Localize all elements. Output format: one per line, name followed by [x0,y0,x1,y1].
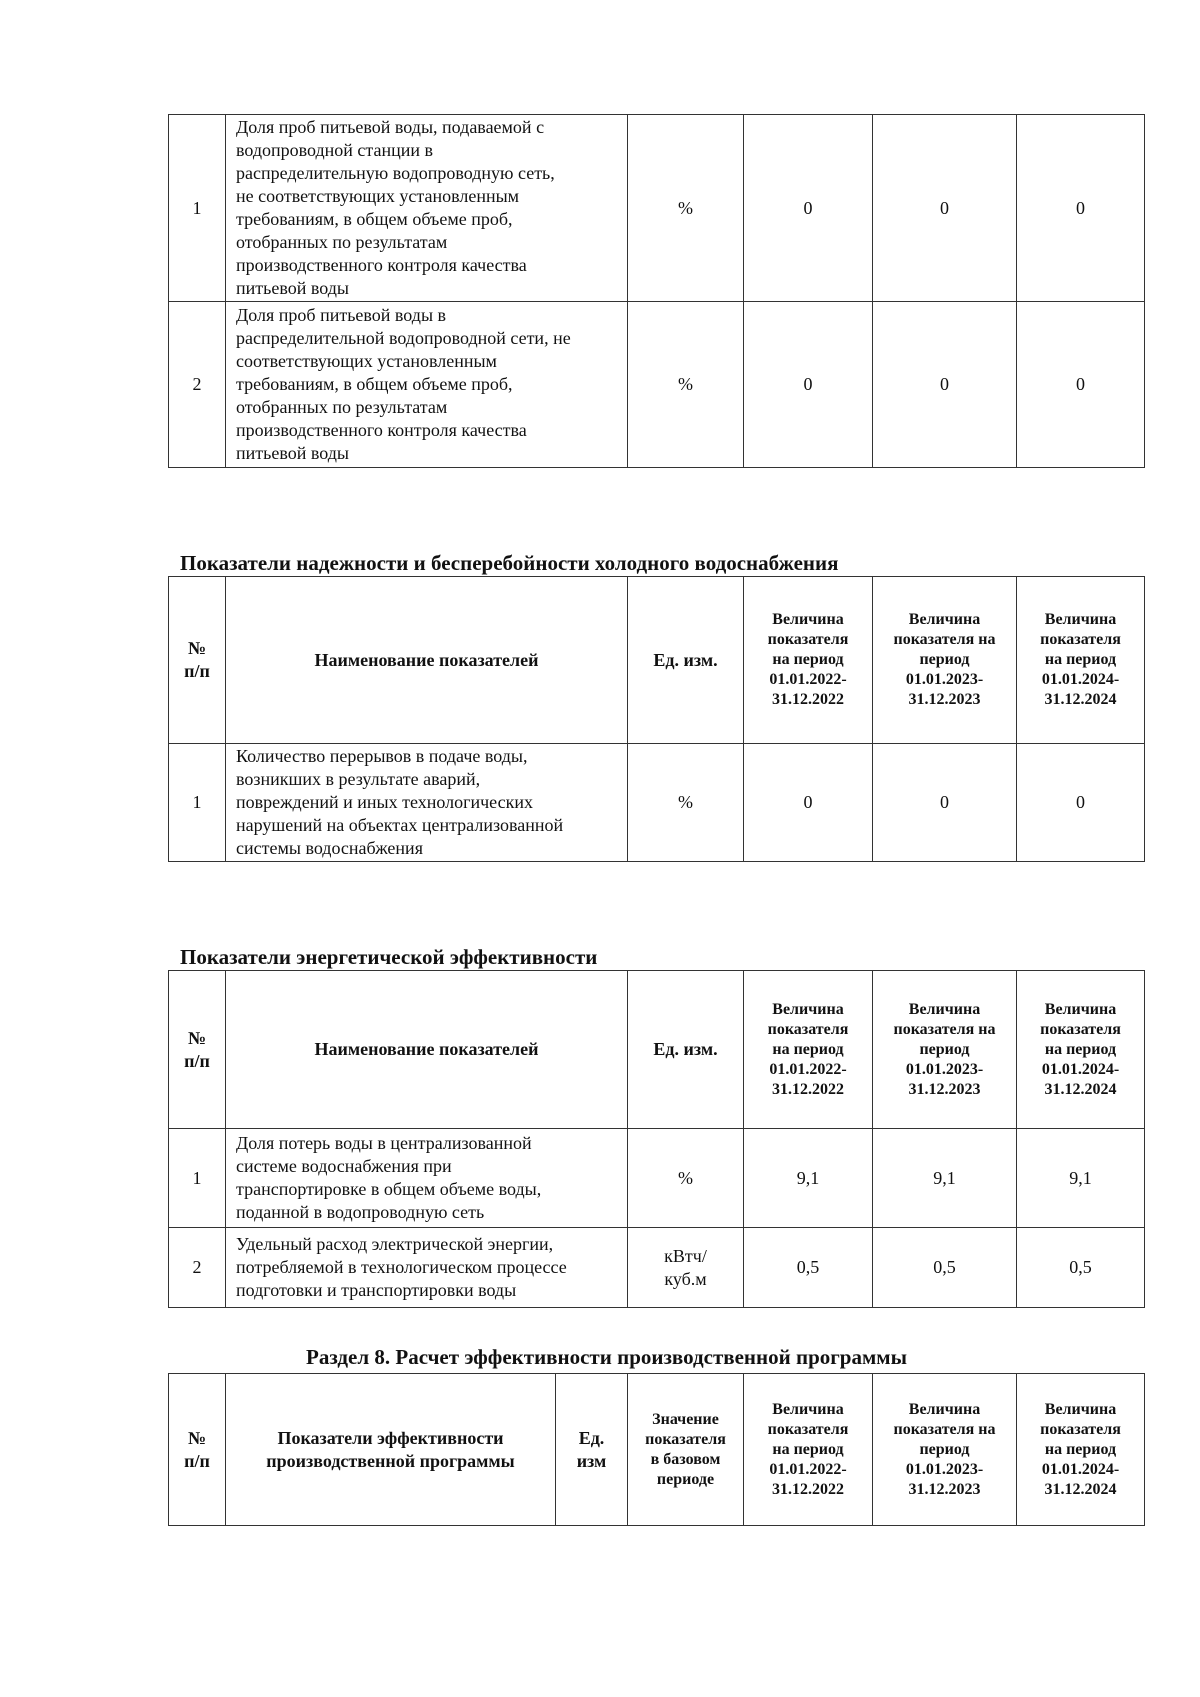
value-2024: 0 [1017,302,1145,468]
unit-cell: кВтч/ куб.м [628,1228,744,1308]
value-2024: 0 [1017,744,1145,862]
indicator-name: Доля потерь воды в централизованной системе водоснабжения при транспортировке в общем объеме воды, поданной в водопроводную сеть [226,1129,628,1228]
unit-cell: % [628,115,744,302]
header-period-2024: Величина показателя на период 01.01.2024- 31.12.2024 [1017,971,1145,1129]
reliability-table [168,576,1145,862]
header-period-2022: Величина показателя на период 01.01.2022- 31.12.2022 [744,971,873,1129]
header-period-2024: Величина показателя на период 01.01.2024- 31.12.2024 [1017,577,1145,744]
header-num: № п/п [169,971,226,1129]
header-unit: Ед. изм. [628,577,744,744]
header-period-2022: Величина показателя на период 01.01.2022- 31.12.2022 [744,1374,873,1526]
value-2023: 0,5 [873,1228,1017,1308]
header-period-2022: Величина показателя на период 01.01.2022- 31.12.2022 [744,577,873,744]
row-number: 1 [169,744,226,862]
table-row [169,1129,1145,1228]
header-unit: Ед. изм [556,1374,628,1526]
indicator-name: Удельный расход электрической энергии, потребляемой в технологическом процессе подготовки и транспортировки воды [226,1228,628,1308]
indicator-name: Доля проб питьевой воды в распределительной водопроводной сети, не соответствующих установленным требованиям, в общем объеме проб, отобранных по результатам производственного контроля качества питьевой воды [226,302,628,468]
header-period-2024: Величина показателя на период 01.01.2024- 31.12.2024 [1017,1374,1145,1526]
header-num: № п/п [169,1374,226,1526]
value-2024: 9,1 [1017,1129,1145,1228]
table-header-row [169,577,1145,744]
section8-table [168,1373,1145,1526]
header-unit: Ед. изм. [628,971,744,1129]
value-2024: 0 [1017,115,1145,302]
table-header-row [169,1374,1145,1526]
table-row [169,115,1145,302]
value-2022: 0 [744,302,873,468]
unit-cell: % [628,302,744,468]
unit-cell: % [628,744,744,862]
header-num: № п/п [169,577,226,744]
water-quality-table [168,114,1145,468]
header-name: Наименование показателей [226,577,628,744]
header-name: Наименование показателей [226,971,628,1129]
value-2022: 0 [744,115,873,302]
header-name: Показатели эффективности производственной программы [226,1374,556,1526]
indicator-name: Доля проб питьевой воды, подаваемой с водопроводной станции в распределительную водопроводную сеть, не соответствующих установленным требованиям, в общем объеме проб, отобранных по результатам производственного контроля качества питьевой воды [226,115,628,302]
row-number: 1 [169,115,226,302]
energy-table [168,970,1145,1308]
value-2023: 9,1 [873,1129,1017,1228]
row-number: 2 [169,302,226,468]
unit-cell: % [628,1129,744,1228]
reliability-title: Показатели надежности и бесперебойности холодного водоснабжения [180,551,839,575]
header-period-2023: Величина показателя на период 01.01.2023- 31.12.2023 [873,577,1017,744]
value-2023: 0 [873,115,1017,302]
table-row [169,744,1145,862]
value-2022: 0 [744,744,873,862]
header-period-2023: Величина показателя на период 01.01.2023- 31.12.2023 [873,1374,1017,1526]
row-number: 1 [169,1129,226,1228]
table-header-row [169,971,1145,1129]
value-2023: 0 [873,744,1017,862]
header-period-2023: Величина показателя на период 01.01.2023- 31.12.2023 [873,971,1017,1129]
energy-title: Показатели энергетической эффективности [180,945,598,969]
value-2023: 0 [873,302,1017,468]
row-number: 2 [169,1228,226,1308]
table-row [169,302,1145,468]
value-2024: 0,5 [1017,1228,1145,1308]
header-base-value: Значение показателя в базовом периоде [628,1374,744,1526]
value-2022: 9,1 [744,1129,873,1228]
section8-title: Раздел 8. Расчет эффективности производственной программы [306,1345,907,1369]
value-2022: 0,5 [744,1228,873,1308]
indicator-name: Количество перерывов в подаче воды, возникших в результате аварий, повреждений и иных технологических нарушений на объектах централизованной системы водоснабжения [226,744,628,862]
table-row [169,1228,1145,1308]
